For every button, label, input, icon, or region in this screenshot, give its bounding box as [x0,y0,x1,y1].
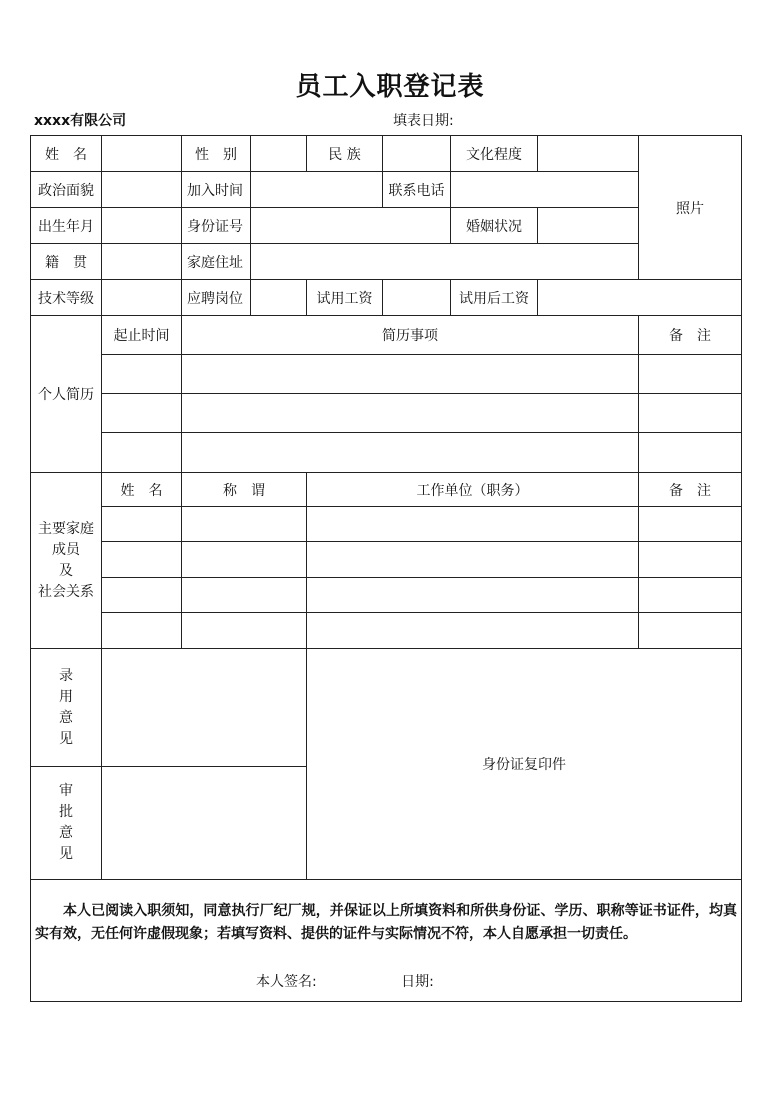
hire-label-char: 意 [59,709,73,726]
id-number-field[interactable] [251,208,451,244]
family-relation-cell[interactable] [182,613,307,649]
education-label: 文化程度 [451,136,538,172]
statement-box [31,880,742,1002]
family-note-cell[interactable] [639,542,742,578]
review-label-char: 见 [59,846,73,862]
id-number-label: 身份证号 [182,208,251,244]
ethnicity-label: 民 族 [307,136,383,172]
ethnicity-field[interactable] [383,136,451,172]
signature-row [31,971,741,991]
family-employer-cell[interactable] [307,542,639,578]
native-place-field[interactable] [102,244,182,280]
position-field[interactable] [251,280,307,316]
resume-items-cell[interactable] [182,394,639,433]
hire-opinion-field[interactable] [102,649,307,767]
native-place-label: 籍 贯 [31,244,102,280]
sign-date-label[interactable]: 日期: [401,974,434,990]
address-field[interactable] [251,244,639,280]
company-name: xxxx有限公司 [34,113,127,129]
review-label-char: 意 [59,825,73,841]
statement-text: 本人已阅读入职须知，同意执行厂纪厂规，并保证以上所填资料和所供身份证、学历、职称等证书证件，均真实有效，无任何许虚假现象；若填写资料、提供的证件与实际情况不符，本人自愿承担一切责任。 [35,903,737,942]
family-label-line: 社会关系 [38,583,94,600]
political-field[interactable] [102,172,182,208]
post-trial-salary-field[interactable] [538,280,742,316]
family-relation-cell[interactable] [182,507,307,542]
family-col-employer: 工作单位（职务） [307,473,639,507]
name-label: 姓 名 [31,136,102,172]
resume-col-items: 简历事项 [182,316,639,355]
trial-salary-field[interactable] [383,280,451,316]
family-employer-cell[interactable] [307,507,639,542]
review-opinion-label [31,767,102,880]
family-name-cell[interactable] [102,613,182,649]
birth-label: 出生年月 [31,208,102,244]
gender-label: 性 别 [182,136,251,172]
resume-col-note: 备 注 [639,316,742,355]
resume-section-label: 个人简历 [31,316,102,473]
trial-salary-label: 试用工资 [307,280,383,316]
resume-items-cell[interactable] [182,355,639,394]
fill-date-label: 填表日期: [393,113,454,129]
family-employer-cell[interactable] [307,613,639,649]
join-time-field[interactable] [251,172,383,208]
family-name-cell[interactable] [102,507,182,542]
phone-label: 联系电话 [383,172,451,208]
tech-level-field[interactable] [102,280,182,316]
resume-period-cell[interactable] [102,433,182,473]
family-note-cell[interactable] [639,613,742,649]
resume-note-cell[interactable] [639,355,742,394]
family-employer-cell[interactable] [307,578,639,613]
hire-label-char: 录 [59,667,73,684]
photo-box[interactable]: 照片 [639,136,742,280]
review-label-char: 批 [59,804,73,820]
position-label: 应聘岗位 [182,280,251,316]
resume-col-period: 起止时间 [102,316,182,355]
family-note-cell[interactable] [639,507,742,542]
family-label-line: 成员 [52,541,80,558]
family-section-label [31,473,102,649]
review-label-char: 审 [59,783,73,799]
family-relation-cell[interactable] [182,542,307,578]
id-copy-area[interactable]: 身份证复印件 [307,649,742,880]
resume-period-cell[interactable] [102,355,182,394]
resume-note-cell[interactable] [639,394,742,433]
signature-label[interactable]: 本人签名: [256,974,317,990]
phone-field[interactable] [451,172,639,208]
hire-label-char: 见 [59,730,73,747]
marital-label: 婚姻状况 [451,208,538,244]
family-note-cell[interactable] [639,578,742,613]
family-col-relation: 称 谓 [182,473,307,507]
address-label: 家庭住址 [182,244,251,280]
resume-note-cell[interactable] [639,433,742,473]
registration-table [30,135,742,1002]
resume-period-cell[interactable] [102,394,182,433]
join-time-label: 加入时间 [182,172,251,208]
family-label-line: 及 [59,562,73,579]
family-col-name: 姓 名 [102,473,182,507]
hire-label-char: 用 [59,688,73,705]
hire-opinion-label [31,649,102,767]
political-label: 政治面貌 [31,172,102,208]
family-name-cell[interactable] [102,578,182,613]
form-title: 员工入职登记表 [295,72,485,102]
birth-field[interactable] [102,208,182,244]
resume-items-cell[interactable] [182,433,639,473]
name-field[interactable] [102,136,182,172]
review-opinion-field[interactable] [102,767,307,880]
education-field[interactable] [538,136,639,172]
post-trial-salary-label: 试用后工资 [451,280,538,316]
family-name-cell[interactable] [102,542,182,578]
family-relation-cell[interactable] [182,578,307,613]
marital-field[interactable] [538,208,639,244]
family-label-line: 主要家庭 [38,520,94,537]
tech-level-label: 技术等级 [31,280,102,316]
family-col-note: 备 注 [639,473,742,507]
gender-field[interactable] [251,136,307,172]
